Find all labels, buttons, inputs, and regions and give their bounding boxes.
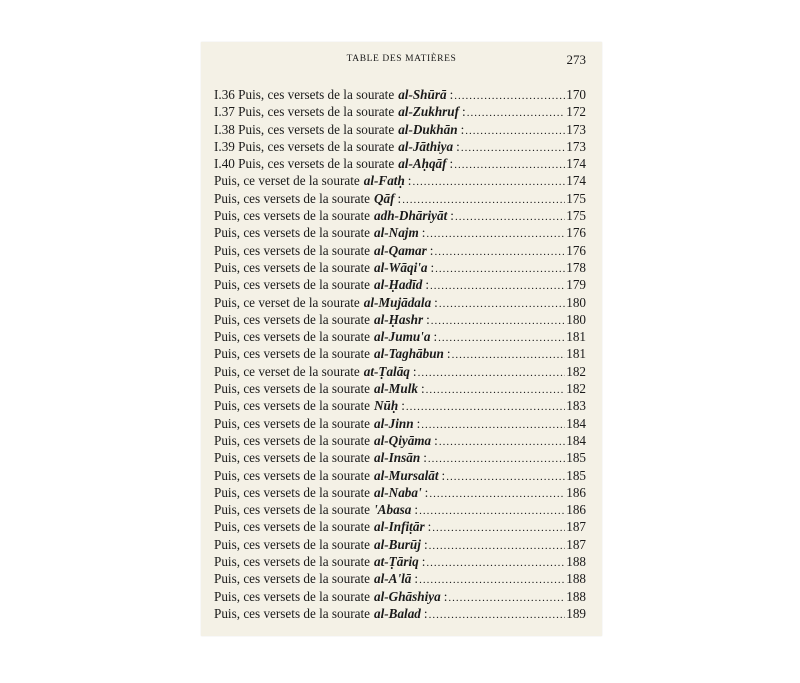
toc-entry <box>214 553 586 570</box>
toc-entry-colon: : <box>416 415 421 431</box>
toc-entry-page-number: 188 <box>566 588 586 604</box>
toc-entry-colon: : <box>450 208 454 224</box>
book-page <box>201 42 602 636</box>
toc-dot-leader <box>419 572 565 587</box>
toc-entry-text: I.38 Puis, ces versets de la sourate <box>214 121 395 137</box>
toc-entry-page-number: 176 <box>566 225 586 241</box>
toc-entry-sura-name: al-Qamar <box>374 242 427 258</box>
toc-entry-colon: : <box>412 363 417 379</box>
toc-entry-text: Puis, ces versets de la sourate <box>214 190 371 206</box>
toc-entry <box>214 397 586 414</box>
toc-entry <box>214 103 586 120</box>
toc-entry-sura-name: al-Zukhruf <box>398 104 460 120</box>
toc-entry-page-number: 180 <box>566 311 586 327</box>
toc-entry-text: Puis, ces versets de la sourate <box>214 381 371 397</box>
toc-entry-text: Puis, ces versets de la sourate <box>214 450 371 466</box>
toc-entry <box>214 242 586 259</box>
toc-entry-text: I.39 Puis, ces versets de la sourate <box>214 138 395 154</box>
toc-entry-colon: : <box>433 329 438 345</box>
toc-entry <box>214 415 586 432</box>
toc-entry-page-number: 175 <box>566 208 586 224</box>
toc-dot-leader <box>454 157 565 172</box>
toc-entry-text: Puis, ces versets de la sourate <box>214 329 371 345</box>
toc-entry-page-number: 188 <box>566 554 586 570</box>
table-of-contents <box>214 86 586 622</box>
toc-entry-sura-name: al-Jinn <box>374 415 414 431</box>
toc-entry <box>214 449 586 466</box>
toc-entry-sura-name: al-Wāqi'a <box>374 259 428 275</box>
toc-entry <box>214 155 586 172</box>
toc-entry-page-number: 170 <box>566 87 586 102</box>
toc-entry-colon: : <box>397 190 402 206</box>
toc-entry-sura-name: al-Fatḥ <box>363 173 405 189</box>
toc-entry-colon: : <box>434 294 438 310</box>
toc-dot-leader <box>402 192 565 207</box>
toc-entry-colon: : <box>427 519 432 535</box>
toc-entry-colon: : <box>424 484 429 500</box>
toc-dot-leader <box>467 105 566 120</box>
toc-entry-colon: : <box>456 138 460 154</box>
toc-entry-text: I.40 Puis, ces versets de la sourate <box>214 156 395 172</box>
toc-entry <box>214 276 586 293</box>
toc-entry-page-number: 184 <box>566 432 586 448</box>
toc-dot-leader <box>452 347 566 362</box>
toc-entry-sura-name: Qāf <box>374 190 395 206</box>
toc-entry-sura-name: at-Ṭalāq <box>363 363 410 379</box>
toc-entry-page-number: 174 <box>566 156 586 172</box>
toc-entry-page-number: 175 <box>566 190 586 206</box>
toc-entry-text: Puis, ces versets de la sourate <box>214 536 371 552</box>
toc-entry <box>214 363 586 380</box>
toc-entry-page-number: 181 <box>566 346 586 362</box>
toc-dot-leader <box>434 244 565 259</box>
toc-entry-sura-name: al-Mursalāt <box>374 467 439 483</box>
toc-dot-leader <box>455 209 565 224</box>
toc-entry <box>214 432 586 449</box>
toc-entry <box>214 501 586 518</box>
toc-entry-sura-name: al-Ḥashr <box>374 311 424 327</box>
toc-dot-leader <box>426 555 565 570</box>
toc-dot-leader <box>448 590 565 605</box>
toc-entry-sura-name: al-Burūj <box>374 536 421 552</box>
toc-entry-colon: : <box>449 87 454 102</box>
toc-dot-leader <box>446 469 565 484</box>
toc-entry-colon: : <box>401 398 405 414</box>
toc-entry-colon: : <box>420 381 425 397</box>
toc-entry-page-number: 184 <box>566 415 586 431</box>
toc-entry-page-number: 180 <box>566 294 586 310</box>
toc-entry-sura-name: al-Taghābun <box>374 346 444 362</box>
toc-entry-colon: : <box>441 467 446 483</box>
toc-dot-leader <box>429 486 565 501</box>
toc-entry-page-number: 186 <box>566 484 586 500</box>
running-head-title: TABLE DES MATIÈRES <box>346 54 457 64</box>
toc-entry <box>214 588 586 605</box>
toc-entry-colon: : <box>414 571 419 587</box>
toc-entry-colon: : <box>434 432 438 448</box>
toc-entry-text: Puis, ces versets de la sourate <box>214 605 371 621</box>
toc-entry-colon: : <box>426 311 430 327</box>
toc-entry-colon: : <box>443 588 448 604</box>
toc-dot-leader <box>465 123 565 138</box>
toc-entry-sura-name: al-Mujādala <box>363 294 432 310</box>
toc-dot-leader <box>426 226 565 241</box>
toc-entry-sura-name: al-Aḥqāf <box>398 156 447 172</box>
toc-entry-sura-name: al-Mulk <box>374 381 418 397</box>
toc-dot-leader <box>430 278 565 293</box>
toc-dot-leader <box>432 520 565 535</box>
toc-entry <box>214 536 586 553</box>
toc-dot-leader <box>435 261 565 276</box>
toc-entry <box>214 380 586 397</box>
toc-entry-page-number: 179 <box>566 277 586 293</box>
toc-entry <box>214 328 586 345</box>
toc-entry <box>214 207 586 224</box>
toc-entry-page-number: 182 <box>566 381 586 397</box>
toc-entry-text: Puis, ces versets de la sourate <box>214 277 371 293</box>
toc-entry <box>214 294 586 311</box>
toc-entry-sura-name: al-Shūrā <box>398 87 447 102</box>
toc-entry <box>214 190 586 207</box>
toc-dot-leader <box>429 538 566 553</box>
toc-entry-sura-name: at-Ṭāriq <box>374 554 419 570</box>
toc-entry-sura-name: al-A'lā <box>374 571 412 587</box>
toc-entry-page-number: 178 <box>566 259 586 275</box>
toc-dot-leader <box>461 140 565 155</box>
toc-entry <box>214 345 586 362</box>
toc-entry-colon: : <box>423 605 428 621</box>
toc-entry-text: Puis, ces versets de la sourate <box>214 588 371 604</box>
toc-dot-leader <box>418 365 566 380</box>
toc-entry-colon: : <box>423 536 428 552</box>
toc-entry-text: Puis, ces versets de la sourate <box>214 415 371 431</box>
toc-entry-sura-name: al-Jumu'a <box>374 329 431 345</box>
toc-entry-page-number: 185 <box>566 467 586 483</box>
toc-entry-page-number: 185 <box>566 450 586 466</box>
toc-entry-text: Puis, ces versets de la sourate <box>214 467 371 483</box>
toc-entry-page-number: 189 <box>566 605 586 621</box>
toc-entry-colon: : <box>446 346 451 362</box>
toc-entry-text: Puis, ces versets de la sourate <box>214 242 371 258</box>
toc-entry-text: Puis, ces versets de la sourate <box>214 519 371 535</box>
toc-dot-leader <box>421 417 565 432</box>
toc-entry-page-number: 173 <box>566 138 586 154</box>
toc-entry-text: Puis, ce verset de la sourate <box>214 294 360 310</box>
toc-entry-colon: : <box>449 156 454 172</box>
toc-entry-sura-name: al-Naba' <box>374 484 422 500</box>
toc-entry-page-number: 174 <box>566 173 586 189</box>
toc-entry-page-number: 172 <box>566 104 586 120</box>
toc-dot-leader <box>412 174 565 189</box>
toc-entry-colon: : <box>421 225 426 241</box>
toc-entry-text: Puis, ces versets de la sourate <box>214 259 371 275</box>
toc-entry-sura-name: al-Infiṭār <box>374 519 425 535</box>
toc-entry <box>214 121 586 138</box>
toc-dot-leader <box>428 451 565 466</box>
toc-entry <box>214 86 586 103</box>
toc-dot-leader <box>431 313 565 328</box>
toc-entry <box>214 172 586 189</box>
toc-entry-page-number: 186 <box>566 502 586 518</box>
toc-entry-page-number: 187 <box>566 519 586 535</box>
toc-entry <box>214 311 586 328</box>
running-head <box>201 52 602 68</box>
toc-entry <box>214 570 586 587</box>
toc-dot-leader <box>438 330 565 345</box>
toc-entry <box>214 467 586 484</box>
toc-dot-leader <box>419 503 565 518</box>
toc-entry-colon: : <box>423 450 427 466</box>
toc-entry <box>214 138 586 155</box>
toc-entry-sura-name: adh-Dhāriyāt <box>374 208 448 224</box>
toc-entry-page-number: 182 <box>566 363 586 379</box>
toc-entry <box>214 484 586 501</box>
toc-entry-colon: : <box>460 121 465 137</box>
toc-entry-colon: : <box>430 259 435 275</box>
toc-entry-text: Puis, ces versets de la sourate <box>214 432 371 448</box>
toc-entry-text: I.37 Puis, ces versets de la sourate <box>214 104 395 120</box>
toc-entry-sura-name: 'Abasa <box>374 502 412 518</box>
toc-entry-text: Puis, ce verset de la sourate <box>214 363 360 379</box>
toc-dot-leader <box>426 382 566 397</box>
toc-entry-sura-name: al-Balad <box>374 605 421 621</box>
toc-entry <box>214 518 586 535</box>
toc-entry-sura-name: al-Ghāshiya <box>374 588 441 604</box>
toc-entry <box>214 259 586 276</box>
toc-entry <box>214 224 586 241</box>
toc-entry-sura-name: al-Ḥadīd <box>374 277 423 293</box>
toc-entry-text: Puis, ces versets de la sourate <box>214 502 371 518</box>
toc-entry-text: Puis, ces versets de la sourate <box>214 208 371 224</box>
toc-entry-colon: : <box>414 502 419 518</box>
toc-entry-colon: : <box>421 554 426 570</box>
page-number: 273 <box>566 52 586 67</box>
toc-dot-leader <box>406 399 565 414</box>
toc-entry-colon: : <box>425 277 430 293</box>
toc-dot-leader <box>439 434 565 449</box>
toc-entry-colon: : <box>407 173 412 189</box>
toc-entry-text: Puis, ces versets de la sourate <box>214 311 371 327</box>
toc-dot-leader <box>429 607 566 622</box>
toc-entry-text: Puis, ces versets de la sourate <box>214 346 371 362</box>
toc-entry <box>214 605 586 622</box>
toc-entry-colon: : <box>462 104 466 120</box>
toc-entry-page-number: 173 <box>566 121 586 137</box>
toc-entry-page-number: 187 <box>566 536 586 552</box>
toc-entry-text: Puis, ces versets de la sourate <box>214 554 371 570</box>
toc-entry-sura-name: al-Qiyāma <box>374 432 432 448</box>
toc-entry-sura-name: al-Jāthiya <box>398 138 454 154</box>
toc-entry-page-number: 188 <box>566 571 586 587</box>
toc-entry-text: I.36 Puis, ces versets de la sourate <box>214 87 395 102</box>
toc-entry-text: Puis, ce verset de la sourate <box>214 173 360 189</box>
toc-entry-sura-name: al-Dukhān <box>398 121 458 137</box>
toc-dot-leader <box>439 296 565 311</box>
toc-entry-text: Puis, ces versets de la sourate <box>214 398 371 414</box>
toc-entry-page-number: 181 <box>566 329 586 345</box>
toc-entry-sura-name: al-Najm <box>374 225 419 241</box>
toc-entry-page-number: 176 <box>566 242 586 258</box>
toc-dot-leader <box>454 88 565 103</box>
toc-entry-colon: : <box>429 242 434 258</box>
toc-entry-sura-name: Nūḥ <box>374 398 399 414</box>
toc-entry-sura-name: al-Insān <box>374 450 421 466</box>
toc-entry-text: Puis, ces versets de la sourate <box>214 484 371 500</box>
toc-entry-text: Puis, ces versets de la sourate <box>214 225 371 241</box>
toc-entry-page-number: 183 <box>566 398 586 414</box>
toc-entry-text: Puis, ces versets de la sourate <box>214 571 371 587</box>
